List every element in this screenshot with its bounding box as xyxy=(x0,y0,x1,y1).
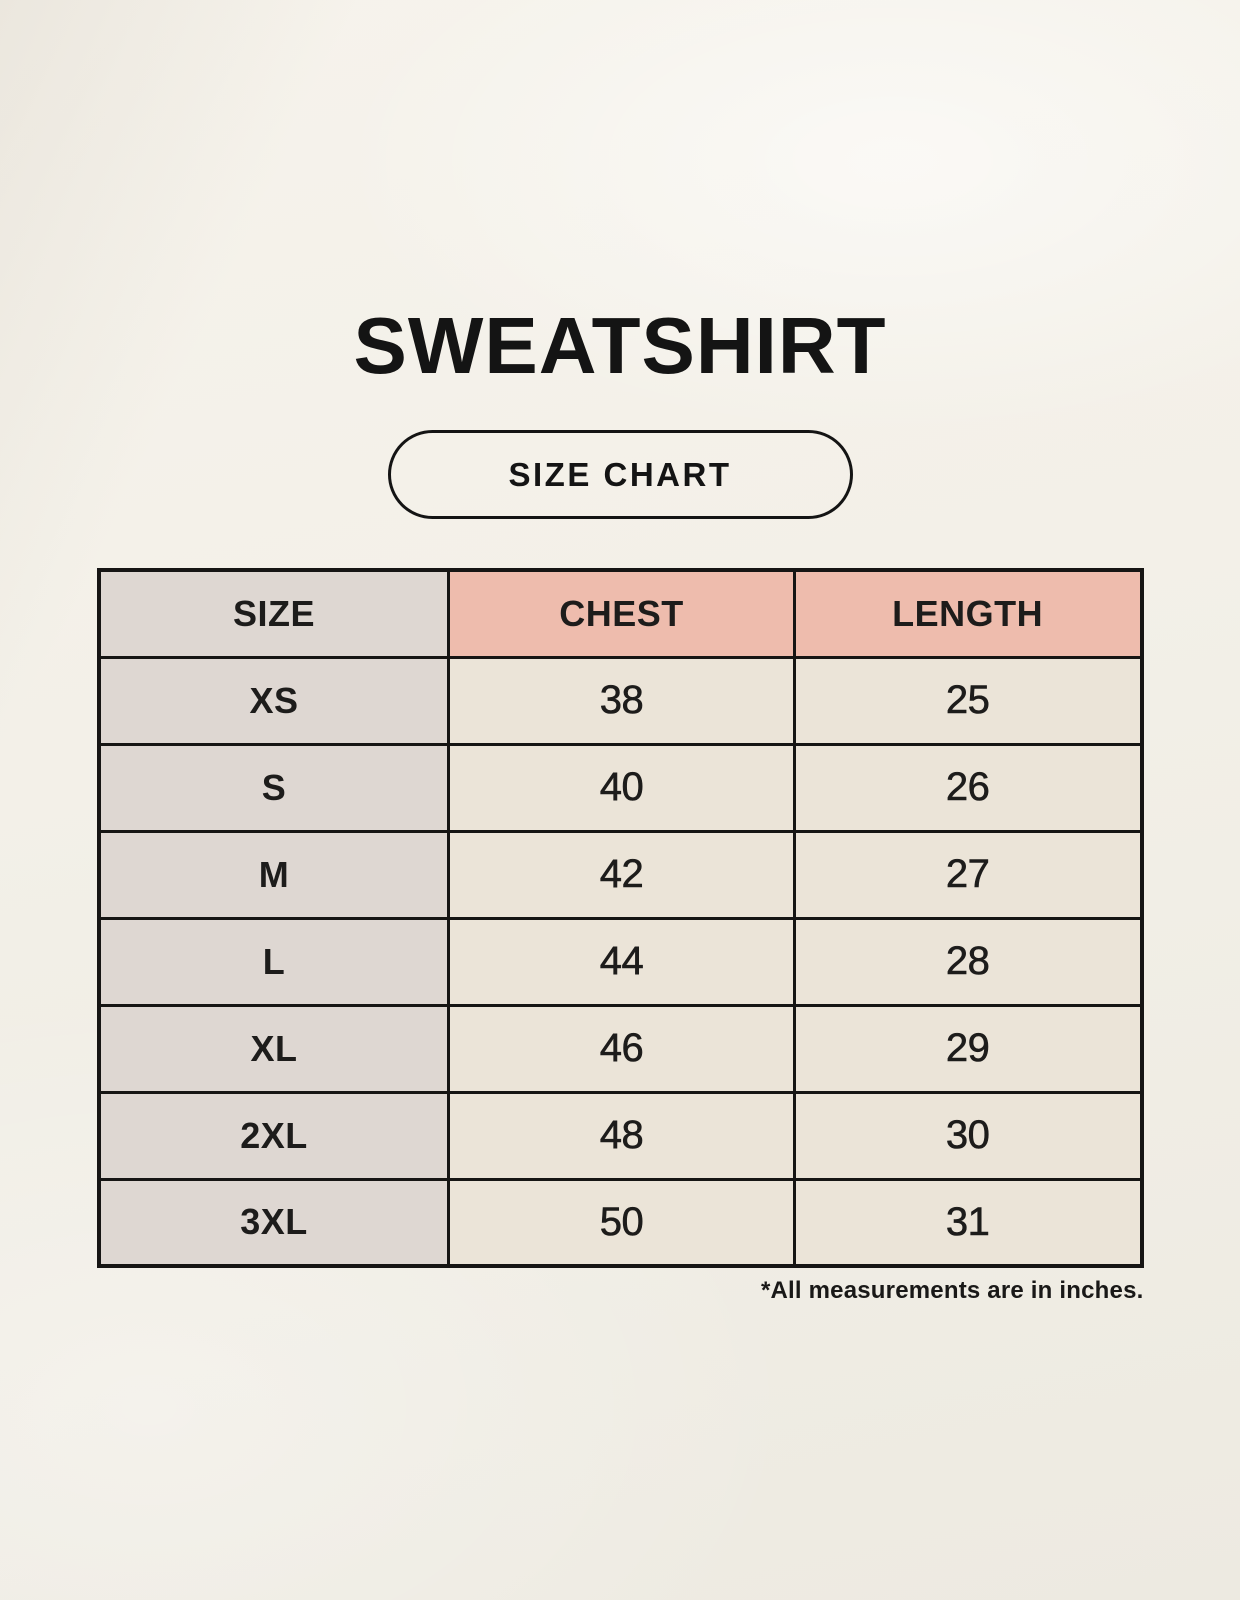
measurement-value: 42 xyxy=(449,831,794,918)
measurement-value: 48 xyxy=(449,1092,794,1179)
size-chart-badge xyxy=(388,430,853,519)
size-table xyxy=(97,568,1144,1268)
measurement-value: 29 xyxy=(794,1005,1141,1092)
measurement-value: 38 xyxy=(449,657,794,744)
measurements-footnote: *All measurements are in inches. xyxy=(760,1277,1144,1304)
size-label: L xyxy=(99,918,449,1005)
column-header-chest: CHEST xyxy=(449,570,794,657)
table-header-row xyxy=(99,570,1142,657)
table-row xyxy=(99,1092,1142,1179)
table-row xyxy=(99,657,1142,744)
size-label: XL xyxy=(99,1005,449,1092)
size-chart-badge-row xyxy=(0,430,1240,519)
size-label: XS xyxy=(99,657,449,744)
column-header-size: SIZE xyxy=(99,570,449,657)
measurement-value: 26 xyxy=(794,744,1141,831)
table-row xyxy=(99,744,1142,831)
measurement-value: 27 xyxy=(794,831,1141,918)
size-label: S xyxy=(99,744,449,831)
size-label: M xyxy=(99,831,449,918)
measurement-value: 50 xyxy=(449,1179,794,1266)
size-table-container xyxy=(97,568,1144,1305)
size-chart-badge-label: SIZE CHART xyxy=(508,456,732,493)
table-row xyxy=(99,831,1142,918)
size-label: 3XL xyxy=(99,1179,449,1266)
measurement-value: 44 xyxy=(449,918,794,1005)
measurement-value: 25 xyxy=(794,657,1141,744)
product-title: SWEATSHIRT xyxy=(353,301,887,390)
table-row xyxy=(99,1005,1142,1092)
measurement-value: 28 xyxy=(794,918,1141,1005)
measurement-value: 31 xyxy=(794,1179,1141,1266)
table-row xyxy=(99,918,1142,1005)
size-label: 2XL xyxy=(99,1092,449,1179)
table-row xyxy=(99,1179,1142,1266)
measurement-value: 40 xyxy=(449,744,794,831)
column-header-length: LENGTH xyxy=(794,570,1141,657)
measurement-value: 30 xyxy=(794,1092,1141,1179)
measurement-value: 46 xyxy=(449,1005,794,1092)
